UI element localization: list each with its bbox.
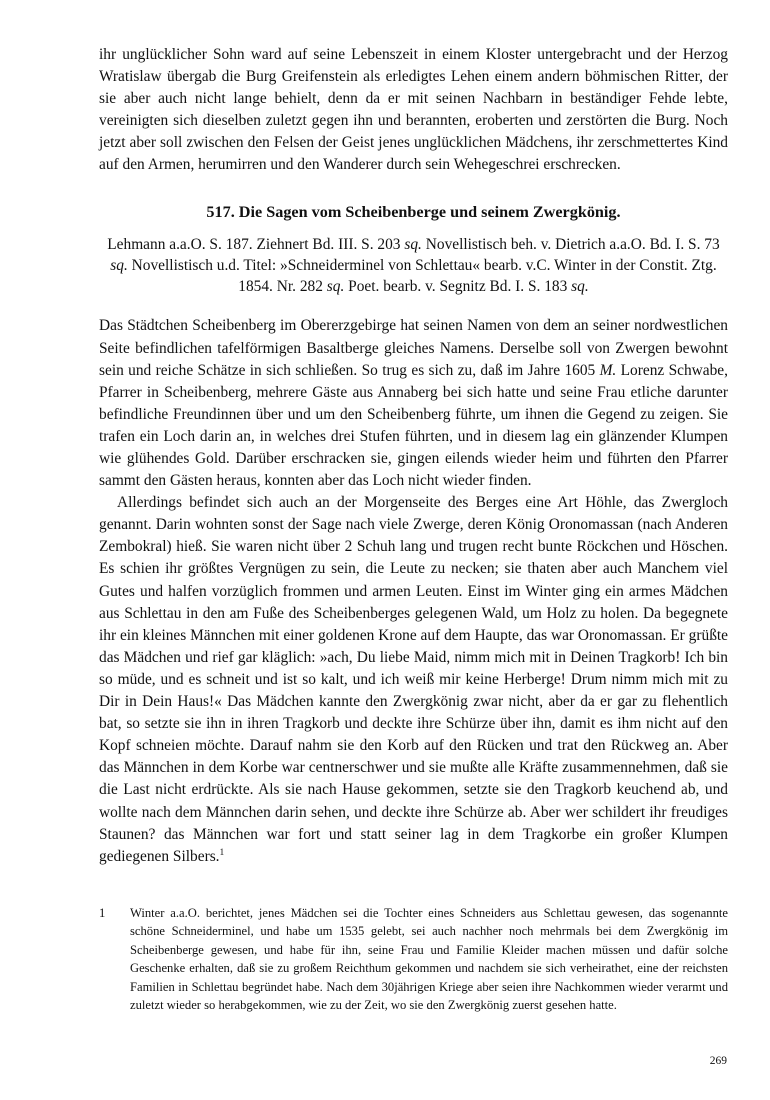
source-text: Novellistisch u.d. Titel: »Schneiderminel von Schlettau« bearb. v.C. Winter in der Constit. Ztg. 1854. Nr. 282 (127, 256, 717, 296)
source-sq: sq. (326, 278, 345, 296)
page-body (99, 44, 728, 868)
footnote-text: Winter a.a.O. berichtet, jenes Mädchen sei die Tochter eines Schneiders aus Schlettau gewesen, das sogenannte schöne Schneiderminel, und habe um 1535 gelebt, sei auch nachher noch mehrmals bei dem Zwergkönig im Scheibenberge gewesen, und habe für ihn, seine Frau und Familie Kleider machen müssen und dafür solche Geschenke erhalten, daß sie zu großem Reichthum gekommen und nachdem sie sich verheirathet, eine der reichsten Familien in Schlettau begründet habe. Nach dem 30jährigen Kriege aber seien ihre Nachkommen wieder verarmt und zuletzt wieder so herabgekommen, wie zu der Zeit, wo sie den Zwergkönig zuerst gesehen hatte. (130, 906, 728, 1013)
paragraph-2 (99, 492, 728, 868)
source-references (99, 234, 728, 298)
section-title: 517. Die Sagen vom Scheibenberge und seinem Zwergkönig. (206, 202, 621, 221)
story-text (99, 315, 728, 867)
source-sq: sq. (110, 256, 128, 274)
source-sq: sq. (404, 235, 422, 253)
paragraph-2-text: Allerdings befindet sich auch an der Morgenseite des Berges eine Art Höhle, das Zwergloch genannt. Darin wohnten sonst der Sage nach viele Zwerge, deren König Oronomassan (nach Anderen Zembokral) hieß. Sie waren nicht über 2 Schuh lang und trugen recht bunte Röckchen und Höschen. Es schien ihr größtes Vergnügen zu sein, die Leute zu necken; sie thaten aber auch Manchem viel Gutes und halfen vorzüglich frommen und armen Leuten. Einst im Winter ging ein armes Mädchen aus Schlettau in den am Fuße des Scheibenberges gelegenen Wald, um Holz zu holen. Da begegnete ihr ein kleines Männchen mit einer goldenen Krone auf dem Haupte, das war Oronomassan. Er grüßte das Mädchen und rief gar kläglich: »ach, Du liebe Maid, nimm mich mit in Deinen Tragkorb! Ich bin so müde, und es schneit und ist so kalt, und ich weiß mir keine Herberge! Drum nimm mich mit zu Dir in Dein Haus!« Das Mädchen kannte den Zwergkönig zwar nicht, aber da er gar zu flehentlich bat, so setzte sie ihn in ihren Tragkorb und deckte ihre Schürze über ihn, damit es ihm nicht auf den Kopf schneien möchte. Darauf nahm sie den Korb auf den Rücken und trat den Rückweg an. Aber das Männchen in dem Korbe war centnerschwer und sie mußte alle Kräfte zusammennehmen, daß sie die Last nicht erdrückte. Als sie nach Hause gekommen, setzte sie den Tragkorb keuchend ab, und wollte nach dem Männchen darin sehen, und deckte ihre Schürze ab. Aber wer schildert ihr freudiges Staunen? das Männchen war fort und statt seiner lag in dem Tragkorbe ein großer Klumpen gediegenen Silbers. (99, 494, 728, 865)
paragraph-1-part: Das Städtchen Scheibenberg im Obererzgebirge hat seinen Namen von dem an seiner nordwestlichen Seite befindlichen tafelförmigen Basaltberge gleiches Namens. Derselbe soll von Zwergen bewohnt sein und reiche Schätze in sich schließen. So trug es sich zu, daß im Jahre 1605 (99, 317, 728, 379)
source-text: Novellistisch beh. v. Dietrich a.a.O. Bd. I. S. 73 (421, 235, 720, 253)
footnote-reference[interactable]: 1 (219, 847, 225, 858)
footnote-number: 1 (99, 906, 106, 920)
page-number: 269 (709, 1055, 727, 1067)
source-text: Lehmann a.a.O. S. 187. Ziehnert Bd. III. S. 203 (107, 235, 405, 253)
paragraph-1 (99, 315, 728, 492)
paragraph-1-part: Lorenz Schwabe, Pfarrer in Scheibenberg, mehrere Gäste aus Annaberg bei sich hatte und seine Frau etliche darunter befindliche Freundinnen über und um den Scheibenberg führte, um ihnen die Gegend zu zeigen. Sie trafen ein Loch darin an, in welches drei Stufen führten, und in diesem lag ein glänzender Klumpen wie glühendes Gold. Darüber erschracken sie, gingen eilends wieder heim und führten den Pfarrer sammt den Gästen heraus, konnten aber das Loch nicht wieder finden. (99, 361, 728, 490)
source-sq: sq. (571, 278, 589, 296)
source-text: Poet. bearb. v. Segnitz Bd. I. S. 183 (344, 278, 572, 296)
footnote (99, 904, 728, 1014)
continuation-paragraph: ihr unglücklicher Sohn ward auf seine Lebenszeit in einem Kloster untergebracht und der Herzog Wratislaw übergab die Burg Greifenstein als erledigtes Lehen einem andern böhmischen Ritter, der sie aber auch nicht lange behielt, denn da er mit seinen Nachbarn in beständiger Fehde lebte, vereinigten sich dieselben zuletzt gegen ihn und berannten, eroberten und zerstörten die Burg. Noch jetzt aber soll zwischen den Felsen der Geist jenes unglücklichen Mädchens, ihr zerschmettertes Kind auf den Armen, herumirren und den Wanderer durch sein Wehegeschrei erschrecken. (99, 46, 728, 174)
magister-abbrev: M. (599, 361, 617, 379)
